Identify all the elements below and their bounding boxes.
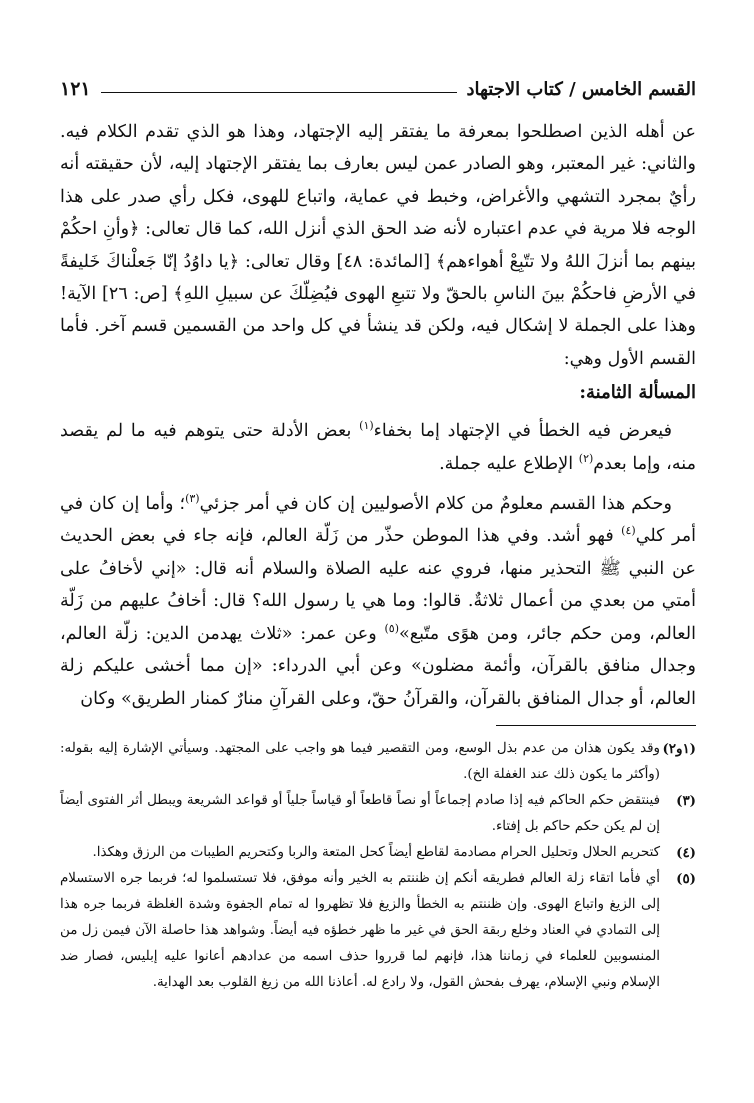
paragraph-3-part-c: فهو أشد. وفي هذا الموطن حذّر من زَلّة العالم، فإنه جاء في بعض الحديث عن النبي ﷺ التحذير منها، فروي عنه عليه الصلاة والسلام أنه قال: «إني لأخافُ على أمتي من بعدي من أعمال ثلاثةٌ. قالوا: وما هي يا رسول الله؟ قال: أخافُ عليهم من زَلّة العالم، ومن حكم جائر، ومن هوًى متّبع»	[60, 526, 696, 644]
paragraph-2-part-b: بعض الأدلة حتى يتوهم فيه ما لم يقصد منه، وإما بعدم	[60, 421, 696, 474]
page-number: ١٢١	[60, 78, 91, 100]
footnote-divider	[496, 725, 696, 726]
footnote-5	[60, 866, 696, 996]
paragraph-2-part-a: فيعرض فيه الخطأ في الإجتهاد إما بخفاء	[373, 421, 672, 442]
paragraph-3	[60, 488, 696, 715]
footnote-number: (٤)	[676, 844, 696, 861]
footnote-ref-2[interactable]: (٢)	[578, 451, 594, 465]
paragraph-2-part-c: الإطلاع عليه جملة.	[439, 453, 579, 474]
running-header-title: القسم الخامس / كتاب الاجتهاد	[466, 79, 696, 100]
footnote-ref-3[interactable]: (٣)	[185, 492, 200, 506]
paragraph-3-part-a: وحكم هذا القسم معلومٌ من كلام الأصوليين إن كان في أمر جزئي	[199, 494, 672, 515]
footnote-text: وقد يكون هذان من عدم بذل الوسع، ومن التقصير فيما هو واجب على المجتهد. وسيأتي الإشارة إليه بقوله: (وأكثر ما يكون ذلك عند الغفلة الخ).	[60, 740, 660, 782]
footnote-ref-5[interactable]: (٥)	[384, 621, 399, 635]
paragraph-3-part-d: وعن عمر: «ثلاث يهدمن الدين: زلّة العالم، وجدال منافق بالقرآن، وأئمة مضلون» وعن أبي الدرداء: «إن مما أخشى عليكم زلة العالم، أو جدال المنافق بالقرآن، والقرآنُ حقّ، وعلى القرآنِ منارٌ كمنار الطريق» وكان	[60, 623, 696, 709]
header-rule	[101, 92, 457, 93]
footnote-text: كتحريم الحلال وتحليل الحرام مصادمة لقاطع أيضاً كحل المتعة والربا وكتحريم الطيبات من الرزق وهكذا.	[92, 844, 660, 860]
footnote-ref-1[interactable]: (١)	[359, 419, 374, 433]
footnote-ref-4[interactable]: (٤)	[621, 524, 636, 538]
paragraph-1: عن أهله الذين اصطلحوا بمعرفة ما يفتقر إليه الإجتهاد، وهذا هو الذي تقدم الكلام فيه. والثاني: غير المعتبر، وهو الصادر عمن ليس بعارف بما يفتقر الإجتهاد إليه، لأن حقيقته أنه رأيٌ بمجرد التشهي والأغراض، وخبط في عماية، واتباع للهوى، فكل رأي صدر على هذا الوجه فلا مرية في عدم اعتباره لأنه ضد الحق الذي أنزل الله، كما قال تعالى: ﴿وأنِ احكُمْ بينهم بما أنزلَ اللهُ ولا تتّبِعْ أهواءهم﴾ [المائدة: ٤٨] وقال تعالى: ﴿يا داوُدُ إنّا جَعلْناكَ خَليفةً في الأرضِ فاحكُمْ بينَ الناسِ بالحقّ ولا تتبعِ الهوى فيُضِلّكَ عن سبيلِ اللهِ﴾ [ص: ٢٦] الآية! وهذا على الجملة لا إشكال فيه، ولكن قد ينشأ في كل واحد من القسمين قسم آخر. فأما القسم الأول وهي:	[60, 122, 696, 369]
footnote-4	[60, 840, 696, 866]
footnote-text: أي فأما اتقاء زلة العالم فطريقه أنكم إن ظننتم به الخير وأنه موفق، فلا تستسلموا له؛ فربما جره الاستسلام إلى الزيغ واتباع الهوى. وإن ظننتم به الخطأ والزيغ فلا تظهروا له تمام الجفوة وشدة الغلظة فربما جره هذا إلى التمادي في العناد وخلع ربقة الحق في غير ما ظهر خطؤه فيه أيضاً. وشواهد هذا حاصلة الآن فيمن زل من المنسوبين للعلماء في زماننا هذا، فإنهم لما قرروا حذف اسمه من عدادهم أعانوا عليه إبليس، فصار ضد الإسلام ونبي الإسلام، يهرف بفحش القول، ولا رادع له. أعاذنا الله من زيغ القلوب بعد الهداية.	[60, 870, 660, 990]
main-text	[60, 116, 696, 715]
book-page	[60, 70, 696, 996]
footnote-number: (٥)	[676, 870, 696, 887]
footnotes	[60, 736, 696, 996]
paragraph-gap	[60, 480, 696, 488]
footnote-1-2	[60, 736, 696, 788]
footnote-number: (١و٢)	[662, 740, 696, 757]
paragraph-2	[60, 415, 696, 480]
footnote-3	[60, 788, 696, 840]
running-header	[60, 70, 696, 100]
footnote-number: (٣)	[676, 792, 696, 809]
paragraph-3-part-b: ؛ وأما إن كان في أمر كلي	[60, 494, 697, 547]
section-title: المسألة الثامنة:	[579, 382, 696, 404]
footnote-text: فينتقض حكم الحاكم فيه إذا صادم إجماعاً أو نصاً قاطعاً أو قياساً جلياً أو قواعد الشريعة ويبطل أثر الفتوى أيضاً إن لم يكن حكم حاكم بل إفتاء.	[60, 792, 660, 834]
